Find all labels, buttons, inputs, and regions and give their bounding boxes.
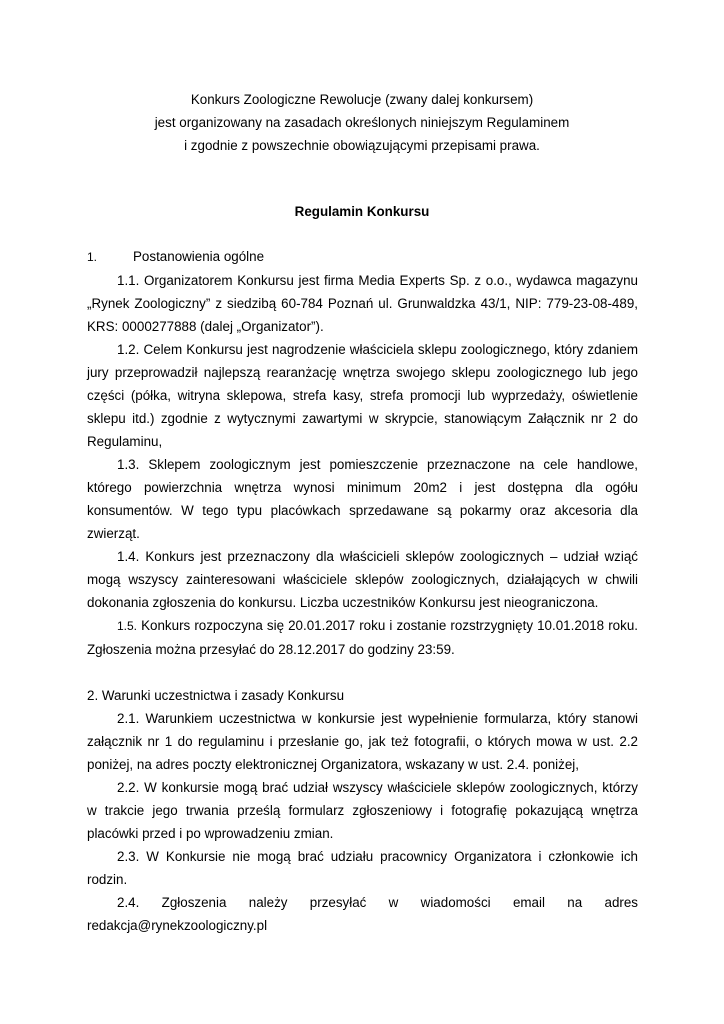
paragraph-1-5-number: 1.5. bbox=[117, 619, 138, 633]
section-1-title: Postanowienia ogólne bbox=[133, 249, 265, 264]
paragraph-1-5 bbox=[87, 614, 638, 661]
section-1-heading bbox=[87, 245, 638, 269]
paragraph-1-1: 1.1. Organizatorem Konkursu jest firma Media Experts Sp. z o.o., wydawca magazynu „Rynek Zoologiczny” z siedzibą 60-784 Poznań ul. Grunwaldzka 43/1, NIP: 779-23-08-489, KRS: 0000277888 (dalej „Organizator”). bbox=[87, 273, 638, 334]
paragraph-2-3: 2.3. W Konkursie nie mogą brać udziału pracownicy Organizatora i członkowie ich rodzin. bbox=[87, 849, 638, 887]
intro-line-2: jest organizowany na zasadach określonych niniejszym Regulaminem bbox=[154, 115, 570, 130]
paragraph-1-5-text: Konkurs rozpoczyna się 20.01.2017 roku i zostanie rozstrzygnięty 10.01.2018 roku. Zgłoszenia można przesyłać do 28.12.2017 do godziny 23:59. bbox=[87, 618, 638, 657]
section-2-heading: 2. Warunki uczestnictwa i zasady Konkursu bbox=[87, 688, 345, 703]
intro-line-3: i zgodnie z powszechnie obowiązującymi przepisami prawa. bbox=[184, 138, 540, 153]
paragraph-2-1: 2.1. Warunkiem uczestnictwa w konkursie jest wypełnienie formularza, który stanowi załącznik nr 1 do regulaminu i przesłanie go, jak też fotografii, o których mowa w ust. 2.2 poniżej, na adres poczty elektronicznej Organizatora, wskazany w ust. 2.4. poniżej, bbox=[87, 711, 638, 772]
paragraph-1-3: 1.3. Sklepem zoologicznym jest pomieszczenie przeznaczone na cele handlowe, którego powierzchnia wnętrza wynosi minimum 20m2 i jest dostępna dla ogółu konsumentów. W tego typu placówkach sprzedawane są pokarmy oraz akcesoria dla zwierząt. bbox=[87, 457, 638, 541]
section-gap bbox=[87, 661, 638, 684]
paragraph-2-4: 2.4. Zgłoszenia należy przesyłać w wiadomości email na adres bbox=[117, 895, 638, 910]
section-1-number: 1. bbox=[87, 250, 98, 264]
contact-email: redakcja@rynekzoologiczny.pl bbox=[87, 918, 268, 933]
paragraph-1-2: 1.2. Celem Konkursu jest nagrodzenie właściciela sklepu zoologicznego, który zdaniem jury przeprowadził najlepszą rearanżację wnętrza swojego sklepu zoologicznego lub jego części (półka, witryna sklepowa, strefa kasy, strefa promocji lub wyprzedaży, oświetlenie sklepu itd.) zgodnie z wytycznymi zawartymi w skrypcie, stanowiącym Załącznik nr 2 do Regulaminu, bbox=[87, 342, 638, 449]
intro-line-1: Konkurs Zoologiczne Rewolucje (zwany dalej konkursem) bbox=[190, 92, 534, 107]
intro-block bbox=[0, 88, 724, 157]
document-title: Regulamin Konkursu bbox=[294, 204, 430, 219]
paragraph-2-2: 2.2. W konkursie mogą brać udział wszyscy właściciele sklepów zoologicznych, którzy w trakcie jego trwania prześlą formularz zgłoszeniowy i fotografię pokazującą wnętrza placówki przed i po wprowadzeniu zmian. bbox=[87, 780, 638, 841]
regulations-body bbox=[87, 245, 638, 937]
paragraph-1-4: 1.4. Konkurs jest przeznaczony dla właścicieli sklepów zoologicznych – udział wziąć mogą wszyscy zainteresowani właściciele sklepów zoologicznych, działających w chwili dokonania zgłoszenia do konkursu. Liczba uczestników Konkursu jest nieograniczona. bbox=[87, 549, 638, 610]
